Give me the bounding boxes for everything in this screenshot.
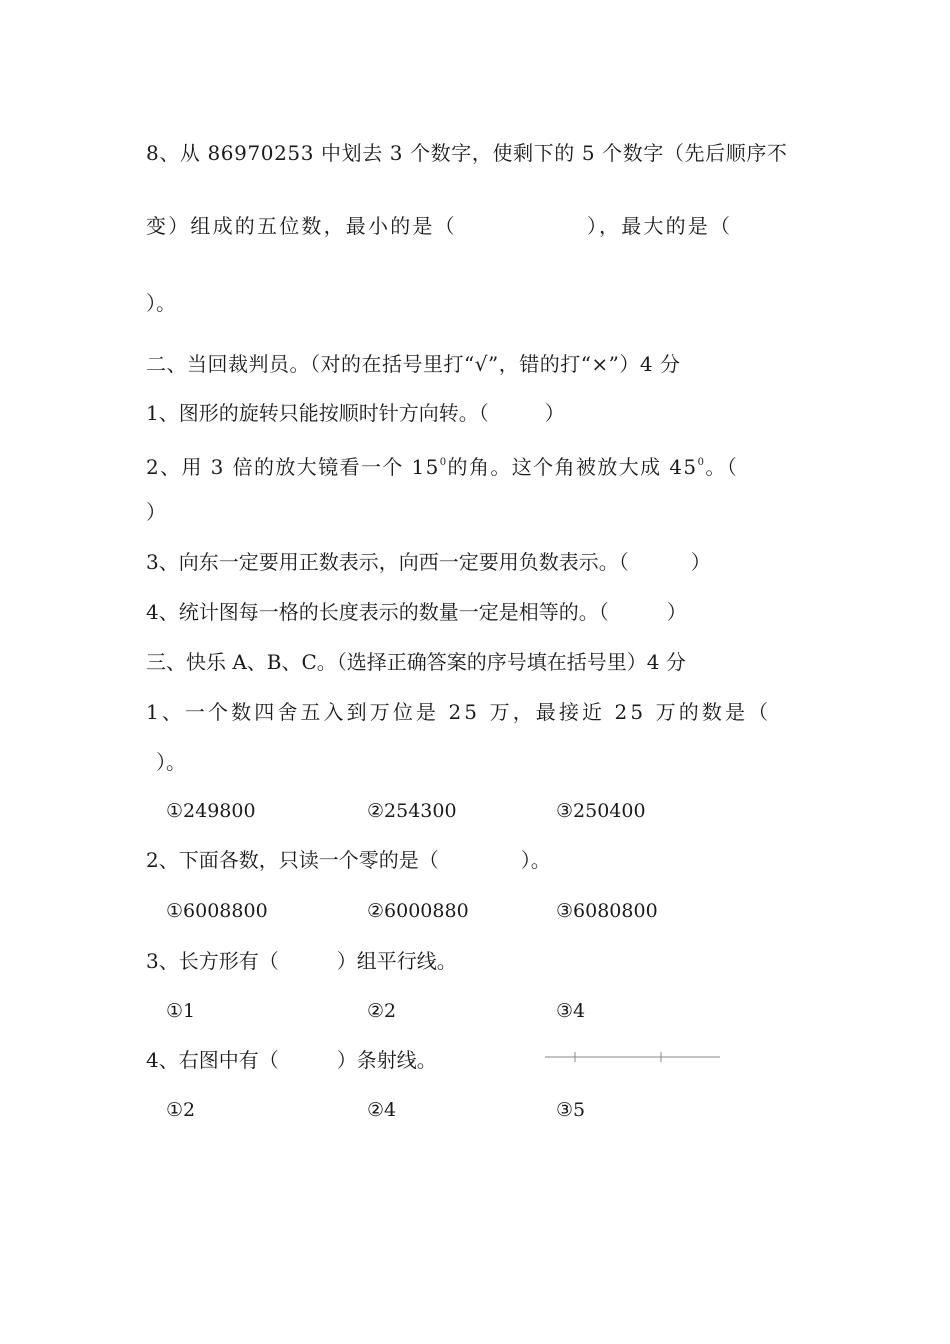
s2-q1-text: 1、图形的旋转只能按顺时针方向转。（ bbox=[146, 401, 489, 425]
s3-q2 bbox=[146, 848, 551, 872]
s2-q4 bbox=[146, 600, 687, 624]
s3-q4 bbox=[146, 1048, 437, 1072]
s3-q2-text: 2、下面各数，只读一个零的是（ bbox=[146, 848, 439, 872]
s3-q3-close: ）组平行线。 bbox=[336, 949, 457, 973]
degree-mark: 0 bbox=[439, 457, 448, 468]
option-2[interactable]: ②254300 bbox=[367, 800, 457, 822]
s2-q4-text: 4、统计图每一格的长度表示的数量一定是相等的。（ bbox=[146, 600, 609, 624]
s2-q1-close: ） bbox=[544, 401, 565, 425]
s2-q2-text-c: 。（ bbox=[705, 455, 739, 479]
s2-q2 bbox=[146, 451, 738, 479]
section3-heading: 三、快乐 A、B、C。（选择正确答案的序号填在括号里）4 分 bbox=[146, 650, 686, 674]
s2-q4-close: ） bbox=[666, 600, 687, 624]
q8-line2 bbox=[146, 214, 732, 238]
s2-q2-close: ） bbox=[146, 500, 166, 524]
option-1[interactable]: ①6008800 bbox=[166, 900, 268, 922]
degree-mark: 0 bbox=[697, 457, 706, 468]
s3-q1: 1、一个数四舍五入到万位是 25 万，最接近 25 万的数是（ bbox=[146, 700, 772, 724]
s2-q3-text: 3、向东一定要用正数表示，向西一定要用负数表示。（ bbox=[146, 550, 629, 574]
s3-q2-close: ）。 bbox=[520, 848, 551, 872]
s3-q3 bbox=[146, 949, 457, 973]
option-3[interactable]: ③5 bbox=[556, 1099, 586, 1121]
ray-line-figure bbox=[545, 1049, 720, 1065]
option-2[interactable]: ②6000880 bbox=[367, 900, 469, 922]
s2-q1 bbox=[146, 401, 565, 425]
option-1[interactable]: ①2 bbox=[166, 1099, 196, 1121]
s2-q3 bbox=[146, 550, 711, 574]
option-2[interactable]: ②4 bbox=[367, 1099, 397, 1121]
s3-q4-text: 4、右图中有（ bbox=[146, 1048, 279, 1072]
option-3[interactable]: ③250400 bbox=[556, 800, 646, 822]
s2-q2-text-b: 的角。这个角被放大成 45 bbox=[447, 455, 698, 479]
option-1[interactable]: ①249800 bbox=[166, 800, 256, 822]
option-2[interactable]: ②2 bbox=[367, 1000, 397, 1022]
s3-q1-close: ）。 bbox=[156, 750, 186, 774]
option-1[interactable]: ①1 bbox=[166, 1000, 196, 1022]
q8-line2-start: 变）组成的五位数，最小的是（ bbox=[146, 214, 457, 238]
s3-q3-text: 3、长方形有（ bbox=[146, 949, 279, 973]
option-3[interactable]: ③6080800 bbox=[556, 900, 658, 922]
option-3[interactable]: ③4 bbox=[556, 1000, 586, 1022]
q8-line1: 8、从 86970253 中划去 3 个数字，使剩下的 5 个数字（先后顺序不 bbox=[146, 141, 788, 165]
q8-line2-end: ），最大的是（ bbox=[586, 214, 733, 238]
q8-line3: ）。 bbox=[146, 291, 176, 315]
s2-q3-close: ） bbox=[690, 550, 711, 574]
s2-q2-text-a: 2、用 3 倍的放大镜看一个 15 bbox=[146, 455, 440, 479]
section2-heading: 二、当回裁判员。（对的在括号里打“√”，错的打“×”）4 分 bbox=[146, 352, 681, 376]
s3-q4-close: ）条射线。 bbox=[336, 1048, 437, 1072]
